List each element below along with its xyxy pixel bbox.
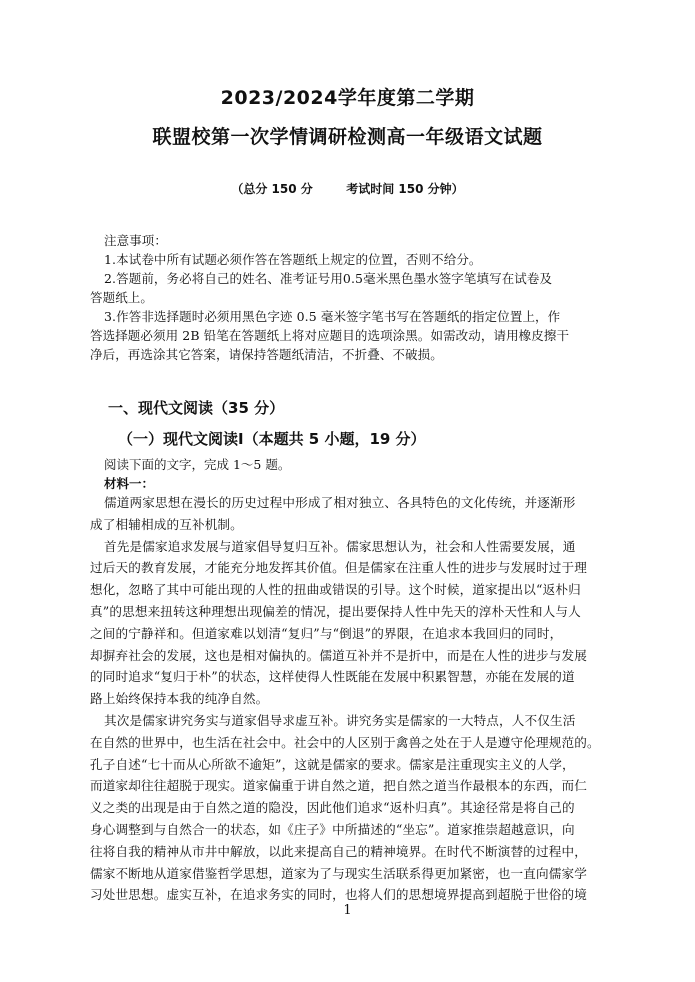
page-number: 1 <box>343 903 352 918</box>
passage-line: 往将自我的精神从市井中解放，以此来提高自己的精神境界。在时代不断演替的过程中， <box>90 843 588 859</box>
exam-term-title: 2023/2024学年度第二学期 <box>220 87 475 109</box>
notice-item: 1.本试卷中所有试题必须作答在答题纸上规定的位置，否则不给分。 <box>104 252 482 267</box>
exam-score-time: （总分 150 分 考试时间 150 分钟） <box>231 182 464 196</box>
notice-heading: 注意事项： <box>104 233 168 248</box>
passage-line: 的同时追求“复归于朴”的状态，这样使得人性既能在发展中积累智慧，亦能在发展的道 <box>90 669 575 685</box>
passage-line: 想化，忽略了其中可能出现的人性的扭曲或错误的引导。这个时候，道家提出以“返朴归 <box>90 582 581 598</box>
passage-line: 义之类的出现是由于自然之道的隐没，因此他们追求“返朴归真”。其途径常是将自己的 <box>90 800 575 816</box>
passage-line: 其次是儒家讲究务实与道家倡导求虚互补。讲究务实是儒家的一大特点，人不仅生活 <box>104 713 576 728</box>
notice-item: 答选择题必须用 2B 铅笔在答题纸上将对应题目的选项涂黑。如需改动，请用橡皮擦干 <box>90 328 570 343</box>
passage-line: 之间的宁静祥和。但道家难以划清“复归”与“倒退”的界限，在追求本我回归的同时， <box>90 625 563 641</box>
notice-item: 3.作答非选择题时必须用黑色字迹 0.5 毫米签字笔书写在答题纸的指定位置上，作 <box>104 309 561 324</box>
passage-line: 过后天的教育发展，才能充分地发挥其价值。但是儒家在注重人性的进步与发展时过于理 <box>90 560 588 576</box>
section-heading: 一、现代文阅读（35 分） <box>108 399 285 417</box>
passage-line: 在自然的世界中，也生活在社会中。社会中的人区别于禽兽之处在于人是遵守伦理规范的。 <box>90 734 600 750</box>
passage-line: 成了相辅相成的互补机制。 <box>90 516 243 532</box>
notice-item: 2.答题前，务必将自己的姓名、准考证号用0.5毫米黑色墨水签字笔填写在试卷及 <box>104 271 553 286</box>
reading-instruction: 阅读下面的文字，完成 1～5 题。 <box>104 457 291 472</box>
passage-line: 身心调整到与自然合一的状态，如《庄子》中所描述的“坐忘”。道家推崇超越意识，向 <box>90 822 575 837</box>
passage-line: 儒家不断地从道家借鉴哲学思想，道家为了与现实生活联系得更加紧密，也一直向儒家学 <box>90 865 588 881</box>
notice-item: 净后，再选涂其它答案，请保持答题纸清洁，不折叠、不破损。 <box>90 347 443 362</box>
passage-line: 儒道两家思想在漫长的历史过程中形成了相对独立、各具特色的文化传统，并逐渐形 <box>104 495 576 510</box>
passage-line: 却摒弃社会的发展，这也是相对偏执的。儒道互补并不是折中，而是在人性的进步与发展 <box>90 647 588 663</box>
passage-line: 路上始终保持本我的纯净自然。 <box>90 691 269 707</box>
passage-line: 首先是儒家追求发展与道家倡导复归互补。儒家思想认为，社会和人性需要发展，通 <box>104 538 576 554</box>
passage-line: 而道家却往往超脱于现实。道家偏重于讲自然之道，把自然之道当作最根本的东西，而仁 <box>90 778 588 794</box>
material-label: 材料一： <box>104 476 155 491</box>
passage-line: 习处世思想。虚实互补，在追求务实的同时，也将人们的思想境界提高到超脱于世俗的境 <box>90 887 588 903</box>
passage-line: 孔子自述“七十而从心所欲不逾矩”，这就是儒家的要求。儒家是注重现实主义的人学， <box>90 756 575 772</box>
subsection-heading: （一）现代文阅读Ⅰ（本题共 5 小题，19 分） <box>118 430 426 448</box>
passage-line: 真”的思想来扭转这种理想出现偏差的情况，提出要保持人性中先天的淳朴天性和人与人 <box>90 604 581 619</box>
notice-item: 答题纸上。 <box>90 290 154 305</box>
exam-title: 联盟校第一次学情调研检测高一年级语文试题 <box>152 126 543 148</box>
